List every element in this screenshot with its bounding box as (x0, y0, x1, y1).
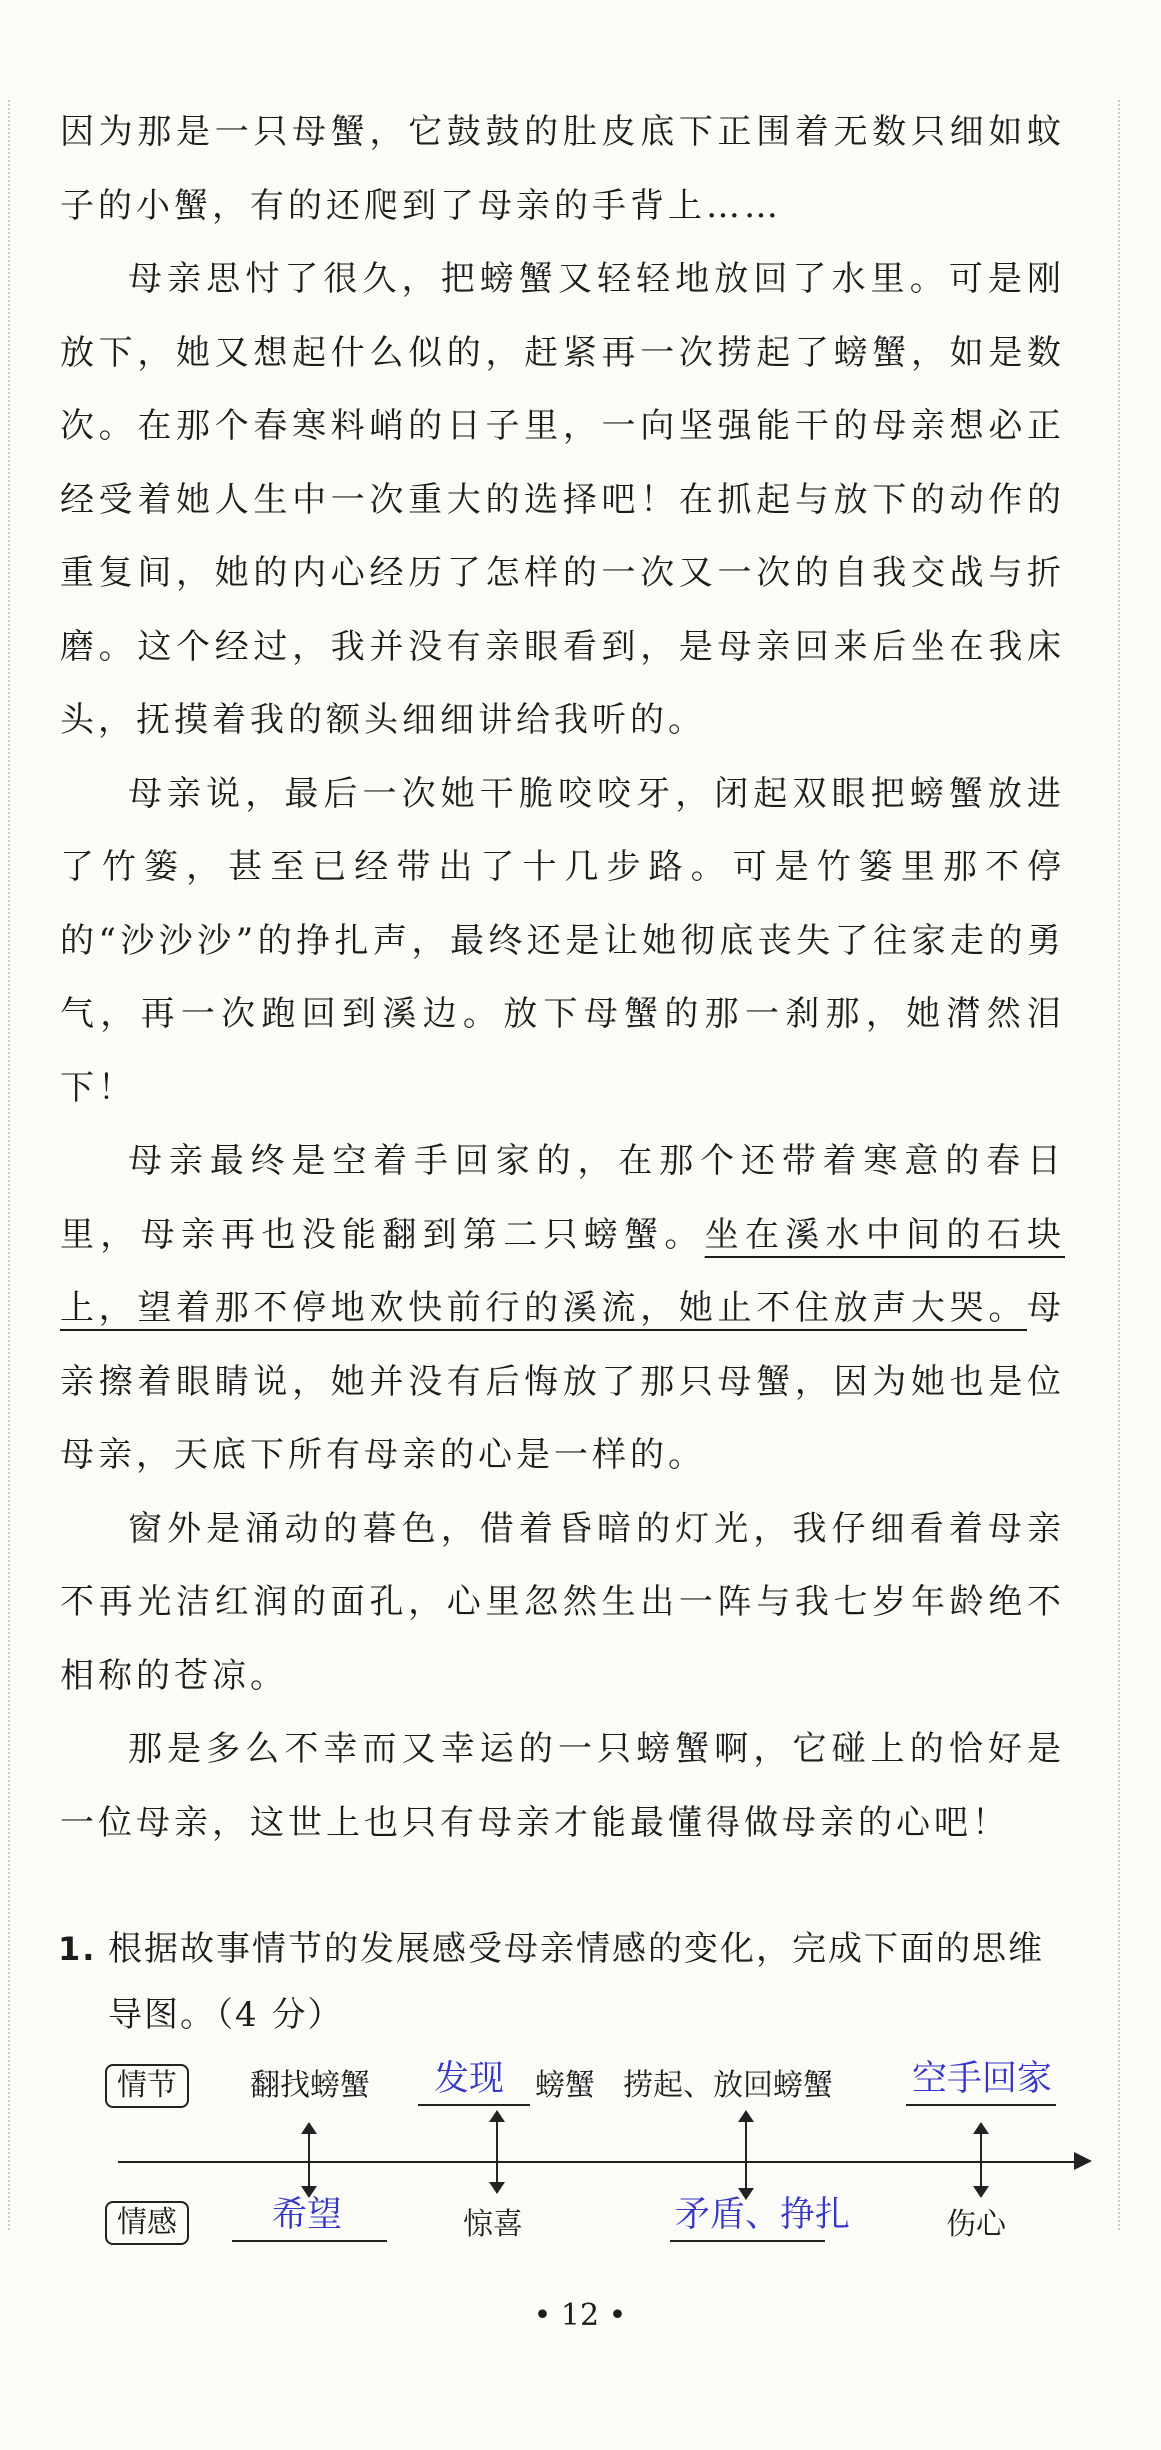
question-1 (58, 1916, 1068, 2048)
emotion-label-box: 情感 (105, 2201, 189, 2245)
plot-step-catch-release: 捞起、放回螃蟹 (623, 2068, 833, 2103)
answer-plot-discover: 发现 (434, 2059, 505, 2099)
reading-passage (60, 96, 1065, 1860)
page-number: • 12 • (533, 2298, 627, 2333)
plot-step-search: 翻找螃蟹 (250, 2068, 370, 2103)
paragraph-3: 母亲说，最后一次她干脆咬咬牙，闭起双眼把螃蟹放进了竹篓，甚至已经带出了十几步路。可是竹篓里那不停的“沙沙沙”的挣扎声，最终还是让她彻底丧失了往家走的勇气，再一次跑回到溪边。放下母蟹的那一刹那，她潸然泪下！ (60, 773, 1065, 1108)
answer-plot-go-home: 空手回家 (912, 2059, 1053, 2099)
timeline-axis (118, 2161, 1078, 2163)
plot-step-crab: 螃蟹 (535, 2068, 595, 2103)
answer-blank-plot-2 (906, 2104, 1056, 2106)
answer-blank-plot-1 (418, 2104, 530, 2106)
paragraph-1: 因为那是一只母蟹，它鼓鼓的肚皮底下正围着无数只细如蚊子的小蟹，有的还爬到了母亲的手背上…… (60, 112, 1065, 226)
paragraph-2: 母亲思忖了很久，把螃蟹又轻轻地放回了水里。可是刚放下，她又想起什么似的，赶紧再一次捞起了螃蟹，如是数次。在那个春寒料峭的日子里，一向坚强能干的母亲想必正经受着她人生中一次重大的选择吧！在抓起与放下的动作的重复间，她的内心经历了怎样的一次又一次的自我交战与折磨。这个经过，我并没有亲眼看到，是母亲回来后坐在我床头，抚摸着我的额头细细讲给我听的。 (60, 259, 1065, 740)
link-arrow-4 (972, 2122, 990, 2198)
paragraph-4-end: 母亲擦着眼睛说，她并没有后悔放了那只母蟹，因为她也是位母亲，天底下所有母亲的心是一样的。 (60, 1288, 1065, 1475)
question-number: 1. (58, 1930, 97, 1968)
paragraph-6: 那是多么不幸而又幸运的一只螃蟹啊，它碰上的恰好是一位母亲，这世上也只有母亲才能最懂得做母亲的心吧！ (60, 1729, 1065, 1843)
link-arrow-3 (737, 2110, 755, 2200)
underlined-sentence: 坐在溪水中间的石块上，望着那不停地欢快前行的溪流，她止不住放声大哭。 (60, 1214, 1066, 1328)
paragraph-4-start: 母亲最终是空着手回家的，在那个还带着寒意的春日里，母亲再也没能翻到第二只螃蟹。 (60, 1141, 1065, 1255)
page-edge-left (8, 100, 11, 2230)
emotion-surprise: 惊喜 (463, 2207, 523, 2242)
link-arrow-1 (300, 2122, 318, 2198)
paragraph-4 (60, 1125, 1065, 1493)
answer-blank-emotion-1 (232, 2240, 387, 2242)
question-text: 根据故事情节的发展感受母亲情感的变化，完成下面的思维导图。（4 分） (108, 1929, 1044, 2035)
paragraph-5: 窗外是涌动的暮色，借着昏暗的灯光，我仔细看着母亲不再光洁红润的面孔，心里忽然生出一阵与我七岁年龄绝不相称的苍凉。 (60, 1508, 1065, 1696)
page-edge-right (1118, 100, 1121, 2230)
answer-blank-emotion-2 (670, 2240, 825, 2242)
timeline-arrowhead (1074, 2152, 1092, 2170)
emotion-sad: 伤心 (946, 2207, 1006, 2242)
answer-emotion-hope: 希望 (272, 2195, 343, 2235)
plot-label-box: 情节 (105, 2064, 189, 2108)
answer-emotion-conflict: 矛盾、挣扎 (675, 2195, 851, 2235)
link-arrow-2 (488, 2110, 506, 2194)
